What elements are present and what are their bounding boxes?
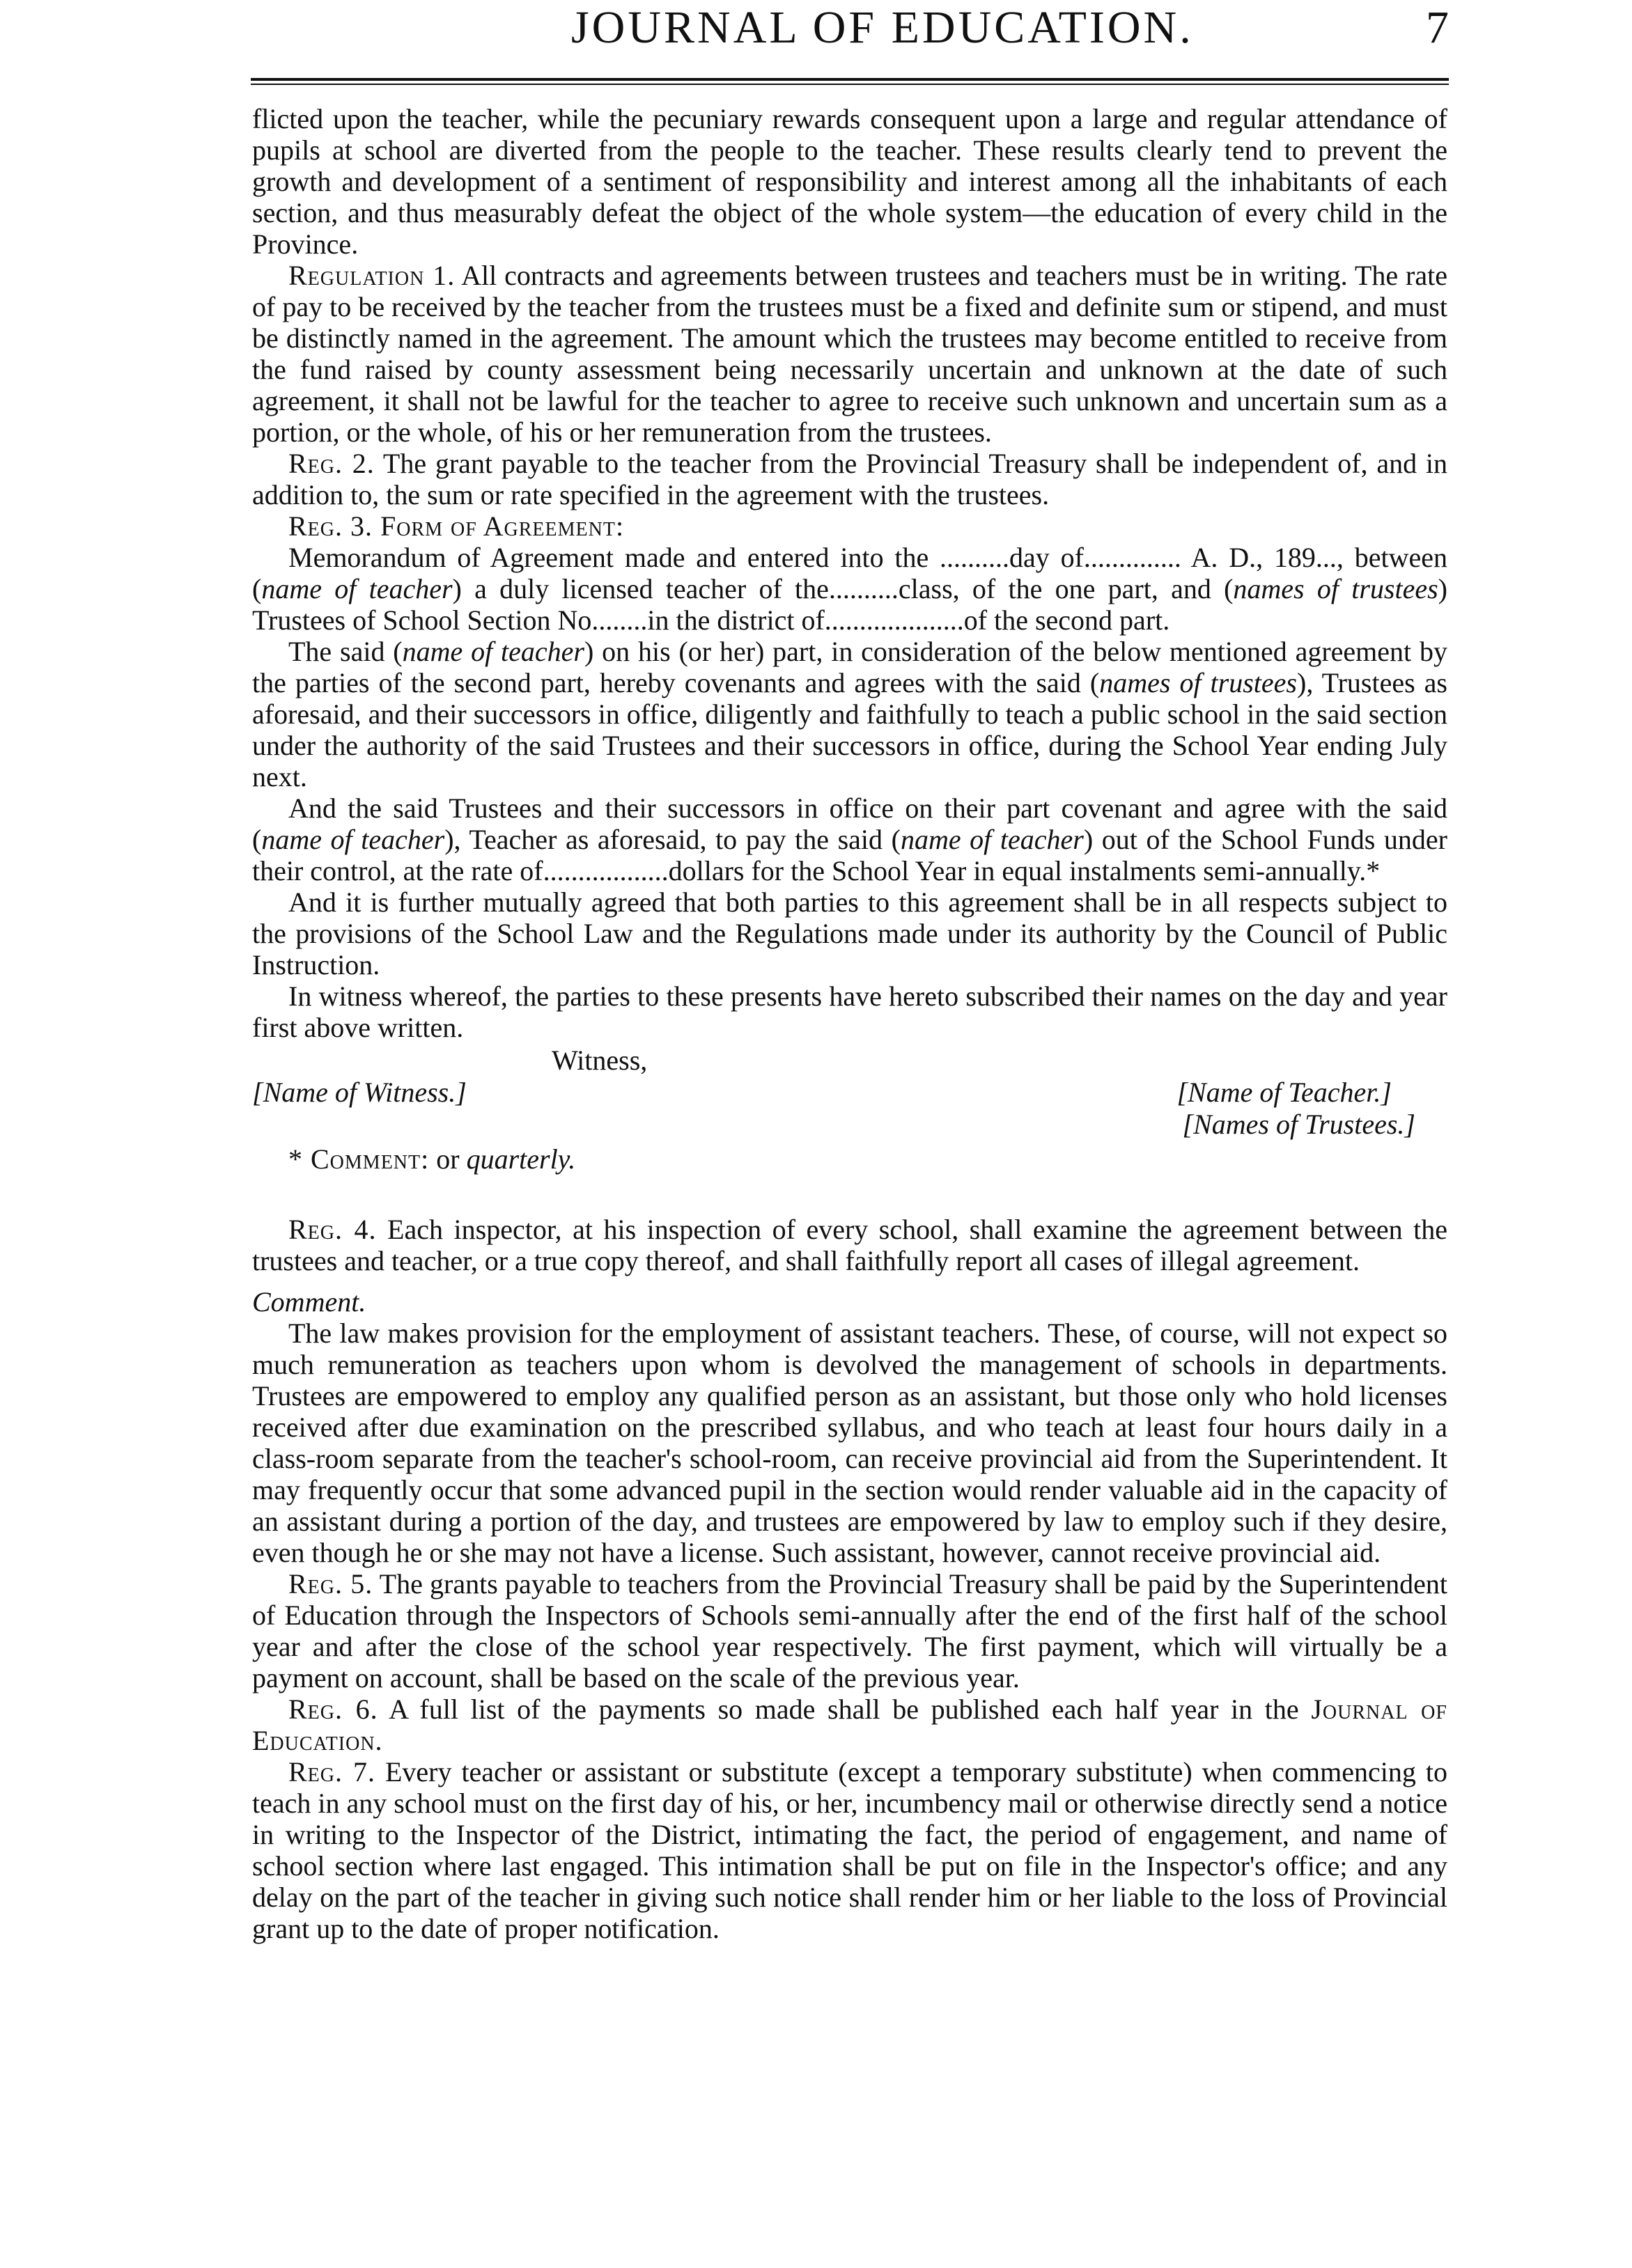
regulation-6: [252, 1694, 1447, 1756]
regulation-text: Each inspector, at his inspection of every school, shall examine the agreement between the trustees and teacher, or a true copy thereof, and shall faithfully report all cases of illegal agreement.: [252, 1214, 1447, 1276]
mutual-agreement-paragraph: And it is further mutually agreed that both parties to this agreement shall be in all respects subject to the provisions of the School Law and the Regulations made under its authority by the Council of Public Instruction.: [252, 886, 1447, 980]
regulation-label: Regulation 1.: [288, 260, 456, 291]
regulation-label: Reg. 6.: [288, 1694, 378, 1725]
header-rule-thin: [251, 84, 1449, 85]
regulation-text: A full list of the payments so made shall be published each half year in the: [378, 1694, 1312, 1725]
header-rule: [251, 78, 1449, 81]
journal-title: JOURNAL OF EDUCATION.: [571, 2, 1194, 53]
running-header: [251, 1, 1449, 71]
signature-names: [252, 1077, 1447, 1143]
witness-label: Witness,: [552, 1045, 648, 1076]
witness-paragraph: In witness whereof, the parties to these presents have hereto subscribed their names on the day and year first above written.: [252, 980, 1447, 1043]
article-body: [252, 103, 1447, 1944]
regulation-text: The grants payable to teachers from the Provincial Treasury shall be paid by the Superintendent of Education through the Inspectors of Schools semi-annually after the end of the first half of the school year and after the close of the school year respectively. The first payment, which will virtually be a payment on account, shall be based on the scale of the previous year.: [252, 1568, 1447, 1694]
regulation-5: [252, 1568, 1447, 1694]
regulation-label: Reg. 5.: [288, 1568, 373, 1600]
regulation-4: [252, 1214, 1447, 1276]
regulation-text: The grant payable to the teacher from the Provincial Treasury shall be independent of, and in addition to, the sum or rate specified in the agreement with the trustees.: [252, 448, 1447, 510]
regulation-label: Reg. 3.: [288, 510, 373, 542]
form-comment: * Comment: or quarterly.: [288, 1143, 576, 1175]
regulation-2: [252, 448, 1447, 510]
regulation-label: Reg. 2.: [288, 448, 375, 479]
regulation-3: [252, 510, 1447, 542]
comment-heading: Comment.: [252, 1286, 366, 1317]
regulation-label: Reg. 4.: [288, 1214, 377, 1245]
comment-paragraph: The law makes provision for the employment of assistant teachers. These, of course, will not expect so much remuneration as teachers upon whom is devolved the management of schools in departments. Trustees are empowered to employ any qualified person as an assistant, but those only who hold licenses received after due examination on the prescribed syllabus, and who teach at least four hours daily in a class-room separate from the teacher's school-room, can receive provincial aid from the Superintendent. It may frequently occur that some advanced pupil in the section would render valuable aid in the capacity of an assistant during a portion of the day, and trustees are empowered by law to employ such if they desire, even though he or she may not have a license. Such assistant, however, cannot receive provincial aid.: [252, 1317, 1447, 1568]
regulation-7: [252, 1756, 1447, 1944]
paragraph-continued: flicted upon the teacher, while the pecuniary rewards consequent upon a large and regular attendance of pupils at school are diverted from the people to the teacher. These results clearly tend to prevent the growth and development of a sentiment of responsibility and interest among all the inhabitants of each section, and thus measurably defeat the object of the whole system—the education of every child in the Province.: [252, 103, 1447, 260]
teacher-covenant-paragraph: The said (name of teacher) on his (or her) part, in consideration of the below mentioned agreement by the parties of the second part, hereby covenants and agrees with the said (names of trustees), Trustees as aforesaid, and their successors in office, diligently and faithfully to teach a public school in the said section under the authority of the said Trustees and their successors in office, during the School Year ending July next.: [252, 636, 1448, 792]
regulation-label: Reg. 7.: [288, 1756, 375, 1788]
form-of-agreement-label: Form of Agreement:: [373, 510, 625, 542]
regulation-text: All contracts and agreements between trustees and teachers must be in writing. The rate of pay to be received by the teacher from the trustees must be a fixed and definite sum or stipend, and must be distinctly named in the agreement. The amount which the trustees may become entitled to receive from the fund raised by county assessment being necessarily uncertain and unknown at the date of such agreement, it shall not be lawful for the teacher to agree to receive such unknown and uncertain sum as a portion, or the whole, of his or her remuneration from the trustees.: [252, 260, 1447, 448]
page-number: 7: [1426, 2, 1449, 53]
teacher-name-placeholder: [Name of Teacher.]: [1176, 1077, 1392, 1108]
regulation-text: Every teacher or assistant or substitute (except a temporary substitute) when commencing to teach in any school must on the first day of his, or her, incumbency mail or otherwise directly send a notice in writing to the Inspector of the District, intimating the fact, the period of engagement, and name of school section where last engaged. This intimation shall be put on file in the Inspector's office; and any delay on the part of the teacher in giving such notice shall render him or her liable to the loss of Provincial grant up to the date of proper notification.: [252, 1756, 1447, 1944]
trustees-name-placeholder: [Names of Trustees.]: [1182, 1109, 1415, 1140]
witness-name-placeholder: [Name of Witness.]: [252, 1077, 467, 1108]
journal-reference: Journal of Education.: [252, 1694, 1447, 1756]
regulation-1: [252, 260, 1447, 448]
trustees-covenant-paragraph: And the said Trustees and their successors in office on their part covenant and agree with the said (name of teacher), Teacher as aforesaid, to pay the said (name of teacher) out of the School Funds under their control, at the rate of..................dollars for the School Year in equal instalments semi-annually.*: [252, 792, 1448, 886]
memorandum-paragraph: Memorandum of Agreement made and entered into the ..........day of.............. A. D., 189..., between (name of teacher) a duly licensed teacher of the..........class, of the one part, and (names of trustees) Trustees of School Section No........in the district of....................of the second part.: [252, 542, 1447, 636]
section-gap: [252, 1175, 1447, 1214]
